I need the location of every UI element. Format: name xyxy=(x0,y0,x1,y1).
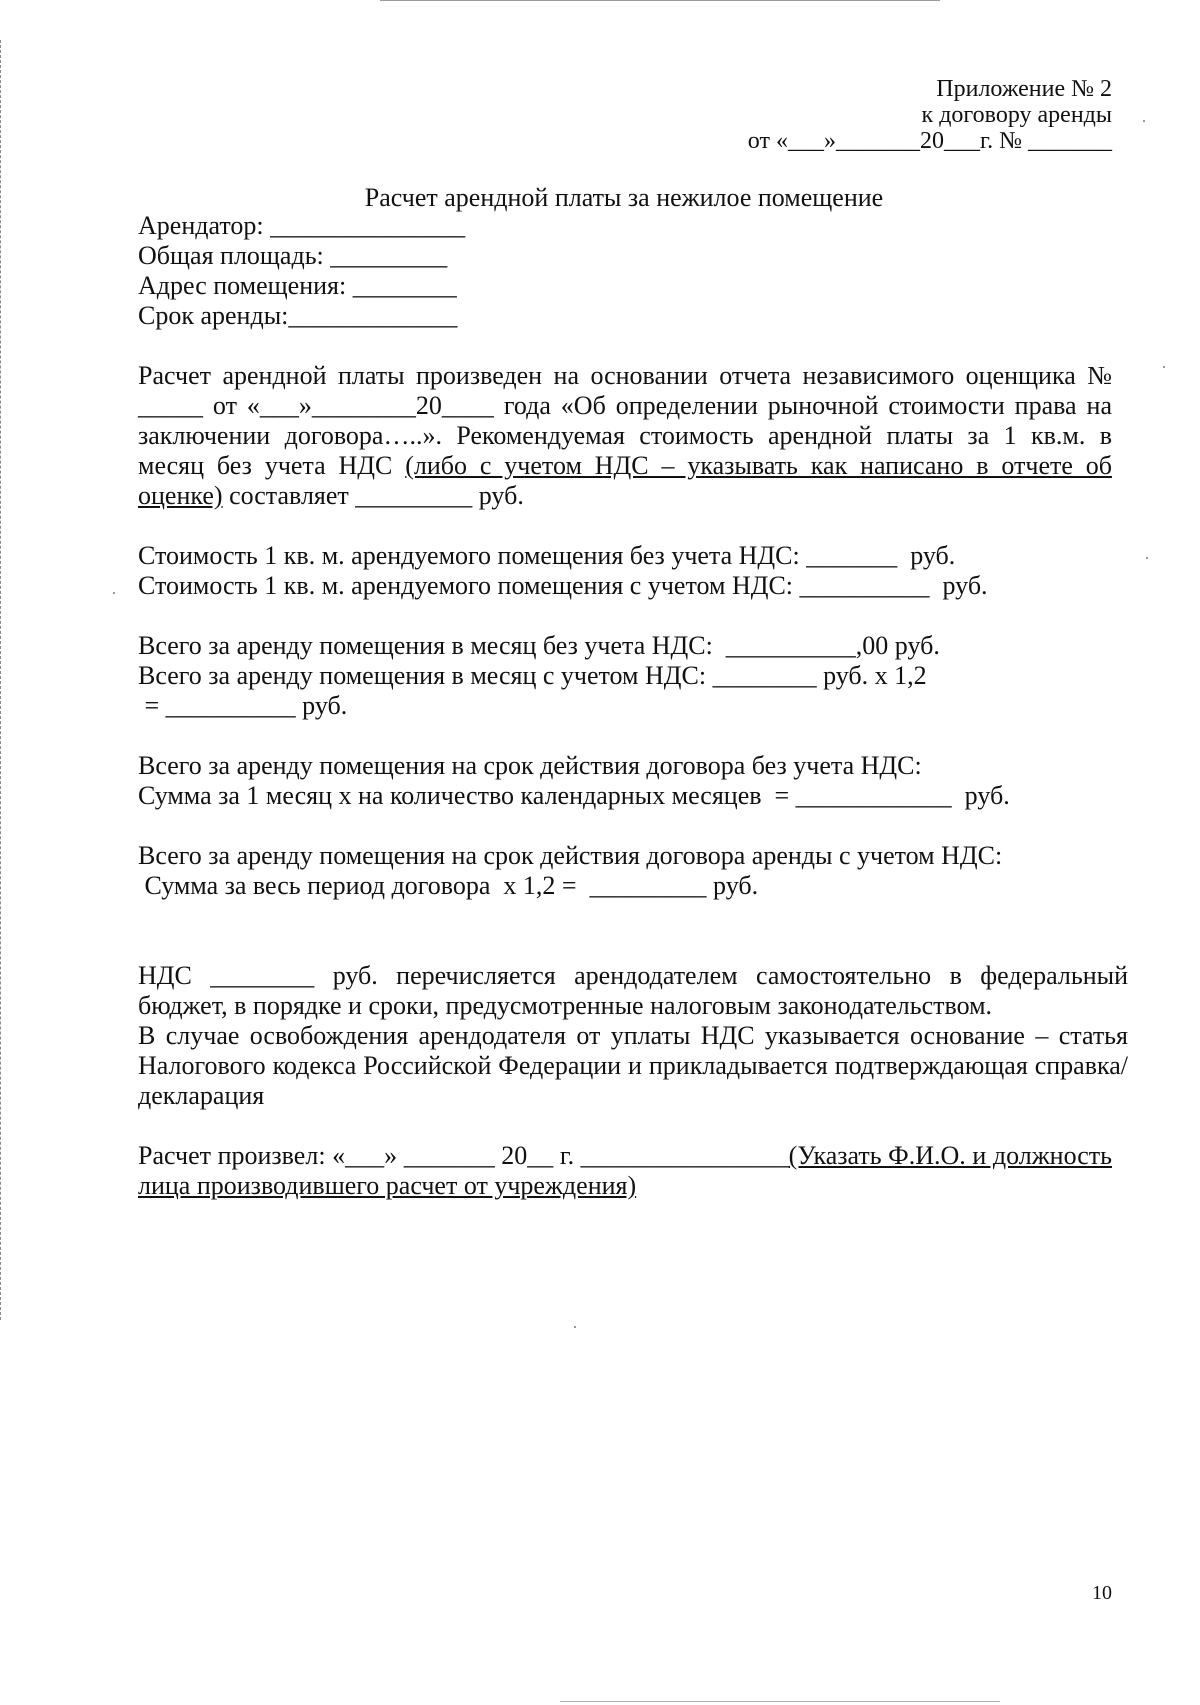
monthly-total-equals: = __________ руб. xyxy=(138,691,348,720)
appendix-contract-ref: к договору аренды xyxy=(921,102,1112,128)
document-body xyxy=(138,211,1128,1201)
appendix-header xyxy=(592,76,1112,154)
term-total-without-vat-heading: Всего за аренду помещения на срок действия договора без учета НДС: xyxy=(138,751,922,780)
area-field: Общая площадь: _________ xyxy=(138,241,448,270)
sqm-cost-without-vat: Стоимость 1 кв. м. арендуемого помещения без учета НДС: _______ руб. xyxy=(138,541,956,570)
scan-edge-bottom xyxy=(560,1701,1000,1702)
scan-speck xyxy=(1143,120,1145,122)
scan-edge-top xyxy=(380,0,940,1)
scan-speck xyxy=(1163,366,1165,368)
appendix-number: Приложение № 2 xyxy=(936,76,1112,102)
document-title: Расчет арендной платы за нежилое помещение xyxy=(364,183,884,212)
signature-line xyxy=(138,1141,1112,1201)
monthly-total-with-vat: Всего за аренду помещения в месяц с учетом НДС: ________ руб. х 1,2 xyxy=(138,661,927,690)
calculation-basis-paragraph xyxy=(138,361,1112,511)
address-field: Адрес помещения: ________ xyxy=(138,271,457,300)
basis-amount: составляет _________ руб. xyxy=(222,481,524,510)
scan-edge-left xyxy=(0,40,1,1320)
term-total-without-vat-formula: Сумма за 1 месяц х на количество календарных месяцев = ____________ руб. xyxy=(138,781,1010,810)
vat-exemption-paragraph: В случае освобождения арендодателя от уплаты НДС указывается основание – статья Налогового кодекса Российской Федерации и прикладывается подтверждающая справка/декларация xyxy=(138,1021,1128,1110)
basis-vat-note: (либо с учетом НДС – указывать как написано в отчете об оценке) xyxy=(138,451,1112,510)
signature-text: Расчет произвел: «___» _______ 20__ г. ________________ xyxy=(138,1141,789,1170)
sqm-cost-with-vat: Стоимость 1 кв. м. арендуемого помещения с учетом НДС: __________ руб. xyxy=(138,571,988,600)
signature-instruction: (Указать Ф.И.О. и должность лица производившего расчет от учреждения) xyxy=(138,1141,1112,1200)
scan-speck xyxy=(1146,557,1148,559)
monthly-total-without-vat: Всего за аренду помещения в месяц без учета НДС: __________,00 руб. xyxy=(138,631,940,660)
vat-transfer-paragraph: НДС ________ руб. перечисляется арендодателем самостоятельно в федеральный бюджет, в порядке и сроки, предусмотренные налоговым законодательством. xyxy=(138,961,1128,1020)
tenant-field: Арендатор: _______________ xyxy=(138,211,466,240)
basis-text: Расчет арендной платы произведен на основании отчета независимого оценщика № _____ от «___»________20____ года «Об определении рыночной стоимости права на заключении договора…..». Рекомендуемая стоимость арендной платы за 1 кв.м. в месяц без учета НДС xyxy=(138,361,1112,480)
page-number: 10 xyxy=(1092,1582,1112,1604)
scan-speck xyxy=(574,1326,576,1328)
term-total-with-vat-formula: Сумма за весь период договора х 1,2 = _________ руб. xyxy=(138,871,759,900)
scan-speck xyxy=(113,592,115,594)
appendix-contract-date: от «___»_______20___г. № _______ xyxy=(747,128,1112,154)
term-field: Срок аренды:_____________ xyxy=(138,301,458,330)
term-total-with-vat-heading: Всего за аренду помещения на срок действия договора аренды с учетом НДС: xyxy=(138,841,1003,870)
